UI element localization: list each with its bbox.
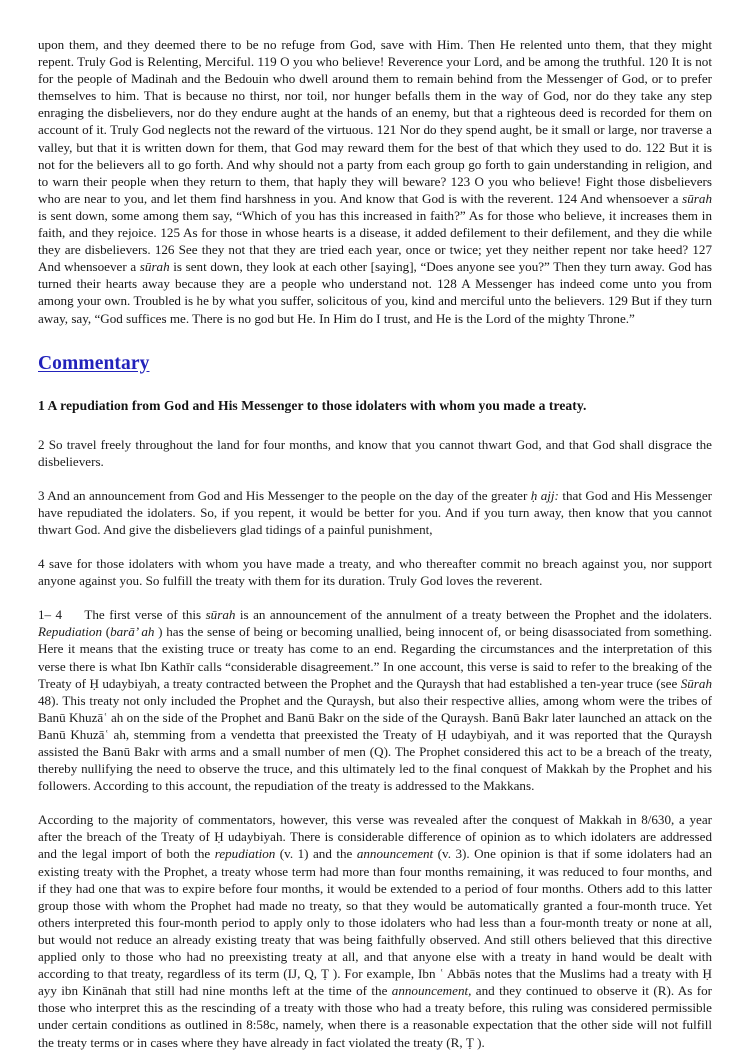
note-1-part-8-italic: Sūrah <box>680 675 712 691</box>
note-2-part-5: (v. 3). One opinion is that if some idolaters had an existing treaty with the Prophet, a treaty whose term had more than four months remaining, it was reduced to four months, and if they had one that was to expire before four months, it would be extended to a period of four months. Others add to this latter group those with whom the Prophet had made no treaty, so that they would be automatically granted a four-month truce. Yet others interpreted this four-month period to apply only to those idolaters who had less than a four-month treaty or none at all, but would not reduce an already existing treaty that was being faithfully observed. And still others believed that this directive applied only to those who had no preexisting treaty at all, and that anyone else with a treaty in hand would be dealt with according to that treaty, regardless of its term (IJ, Q, Ṭ ). For example, Ibn ʿ Abbās notes that the Muslims had a treaty with Ḥ ayy ibn Kinānah that still had nine months left at the time of the <box>38 846 713 999</box>
verse-2-section <box>38 436 712 470</box>
quran-segment-5: is sent down, they look at each other [saying], “Does anyone see you?” Then they turn away. God has turned their hearts away because they are a people who understand not. 128 A Messenger has indeed come unto you from among your own. Troubled is he by what you suffer, solicitous of you, kind and merciful unto the believers. 129 But if they turn away, say, “God suffices me. There is no god but He. In Him do I trust, and He is the Lord of the mighty Throne.” <box>38 259 712 326</box>
commentary-note-1-section <box>38 606 712 794</box>
verse-4-section <box>38 555 712 589</box>
note-2-part-6-italic: announcement, <box>391 983 472 999</box>
verse-4-paragraph: 4 save for those idolaters with whom you have made a treaty, and who thereafter commit no breach against you, nor support anyone against you. So fulfill the treaty with them for its duration. Truly God loves the reverent. <box>38 556 712 589</box>
commentary-note-1-verse-range: 1– 4 <box>38 607 63 623</box>
spacer-before-commentary <box>38 327 712 352</box>
spacer-after-commentary-heading <box>38 376 712 397</box>
spacer-after-verse-2 <box>38 470 712 487</box>
note-1-part-2-italic: sūrah <box>205 607 236 623</box>
spacer-after-verse-3 <box>38 538 712 555</box>
quran-segment-4-italic: sūrah <box>139 259 170 275</box>
commentary-note-2-paragraph <box>38 811 712 1050</box>
note-2-part-7: and they continued to observe it (R). As for those who interpret this as the rescinding of a treaty with those who had a treaty before, this ruling was considered permissible under certain conditions as outlined in 8:58c, namely, when there is a reasonable expectation that the other side will not fulfill the treaty terms or in cases where they have already in fact violated the treaty (R, Ṭ ). <box>38 983 712 1050</box>
verse-1-heading: 1 A repudiation from God and His Messenger to those idolaters with whom you made a treaty. <box>38 397 587 413</box>
note-2-part-2-italic: repudiation <box>214 846 276 862</box>
quran-translation-section <box>38 36 712 327</box>
note-1-part-6-italic: barā’ ah <box>110 624 155 640</box>
note-1-part-9: 48). This treaty not only included the Prophet and the Quraysh, but also their respective allies, among whom were the tribes of Banū Khuzāʿ ah on the side of the Prophet and Banū Bakr on the side of the Quraysh. Banū Bakr later launched an attack on the Banū Khuzāʿ ah, stemming from a vendetta that preexisted the Treaty of Ḥ udaybiyah, and it was reported that the Quraysh assisted the Banū Bakr with arms and a small number of men (Q). The Prophet considered this act to be a breach of the treaty, thereby nullifying the need to observe the truce, and this ultimately led to the final conquest of Makkah by the Prophet and his followers. According to this account, the repudiation of the treaty is addressed to the Makkans. <box>38 692 712 794</box>
quran-segment-2-italic: sūrah <box>682 190 712 206</box>
verse-3-paragraph <box>38 487 712 538</box>
note-2-part-4-italic: announcement <box>356 846 434 862</box>
spacer-after-verse-4 <box>38 589 712 606</box>
verse-3-part-3: that God and His Messenger have repudiated the idolaters. So, if you repent, it would be better for you. And if you turn away, then know that you cannot thwart God. And give the disbelievers glad tidings of a painful punishment, <box>38 487 712 537</box>
commentary-heading <box>38 352 712 376</box>
note-2-part-3: (v. 1) and the <box>275 846 357 862</box>
note-1-part-4-italic: Repudiation <box>38 624 103 640</box>
verse-3-part-1: 3 And an announcement from God and His Messenger to the people on the day of the greater <box>38 487 531 503</box>
verse-3-part-2-italic: ḥ ajj: <box>530 487 559 503</box>
quran-segment-3: is sent down, some among them say, “Which of you has this increased in faith?” As for those who believe, it increases them in faith, and they rejoice. 125 As for those in whose hearts is a disease, it added defilement to their defilement, and they die while they are disbelievers. 126 See they not that they are tried each year, once or twice; yet they neither repent nor take heed? 127 And whensoever a <box>38 207 712 275</box>
spacer-after-verse-1 <box>38 415 712 436</box>
quran-translation-paragraph <box>38 36 712 327</box>
verse-3-section <box>38 487 712 538</box>
verse-2-paragraph: 2 So travel freely throughout the land for four months, and know that you cannot thwart God, and that God shall disgrace the disbelievers. <box>38 436 712 469</box>
commentary-note-2-section <box>38 811 712 1050</box>
note-1-part-1: The first verse of this <box>84 607 206 623</box>
commentary-note-1-paragraph <box>38 606 712 794</box>
commentary-heading-text: Commentary <box>38 352 150 374</box>
note-2-part-1: According to the majority of commentators, however, this verse was revealed after the conquest of Makkah in 8/630, a year after the breach of the Treaty of Ḥ udaybiyah. There is considerable difference of opinion as to which idolaters are addressed and the legal import of both the <box>38 812 712 862</box>
spacer-after-note-1 <box>38 794 712 811</box>
note-1-part-5: ( <box>102 624 111 640</box>
note-1-part-7: ) has the sense of being or becoming unallied, being innocent of, or being disassociated from something. Here it means that the existing truce or treaty has come to an end. Regarding the circumstances and the interpretation of this verse there is what Ibn Kathīr calls “considerable disagreement.” In one account, this verse is said to refer to the breaking of the Treaty of Ḥ udaybiyah, a treaty contracted between the Prophet and the Quraysh that had established a ten-year truce (see <box>38 624 712 691</box>
verse-1-section <box>38 397 712 415</box>
quran-segment-1: upon them, and they deemed there to be no refuge from God, save with Him. Then He relented unto them, that they might repent. Truly God is Relenting, Merciful. 119 O you who believe! Reverence your Lord, and be among the truthful. 120 It is not for the people of Madinah and the Bedouin who dwell around them to remain behind from the Messenger of God, or to prefer themselves to him. That is because no thirst, nor toil, nor hunger befalls them in the way of God, nor do they take any step enraging the disbelievers, nor do they endure aught at the hands of an enemy, but that a righteous deed is recorded for them on account of it. Truly God neglects not the reward of the virtuous. 121 Nor do they spend aught, be it small or large, nor traverse a valley, but that it is written down for them, that God may reward them for the best of that which they used to do. 122 But it is not for the believers all to go forth. And why should not a party from each group go forth to gain understanding in religion, and to warn their people when they return to them, that haply they will beware? 123 O you who believe! Fight those disbelievers who are near to you, and let them find harshness in you. And know that God is with the reverent. 124 And whensoever a <box>38 37 712 206</box>
note-1-part-3: is an announcement of the annulment of a treaty between the Prophet and the idolaters. <box>235 607 713 623</box>
